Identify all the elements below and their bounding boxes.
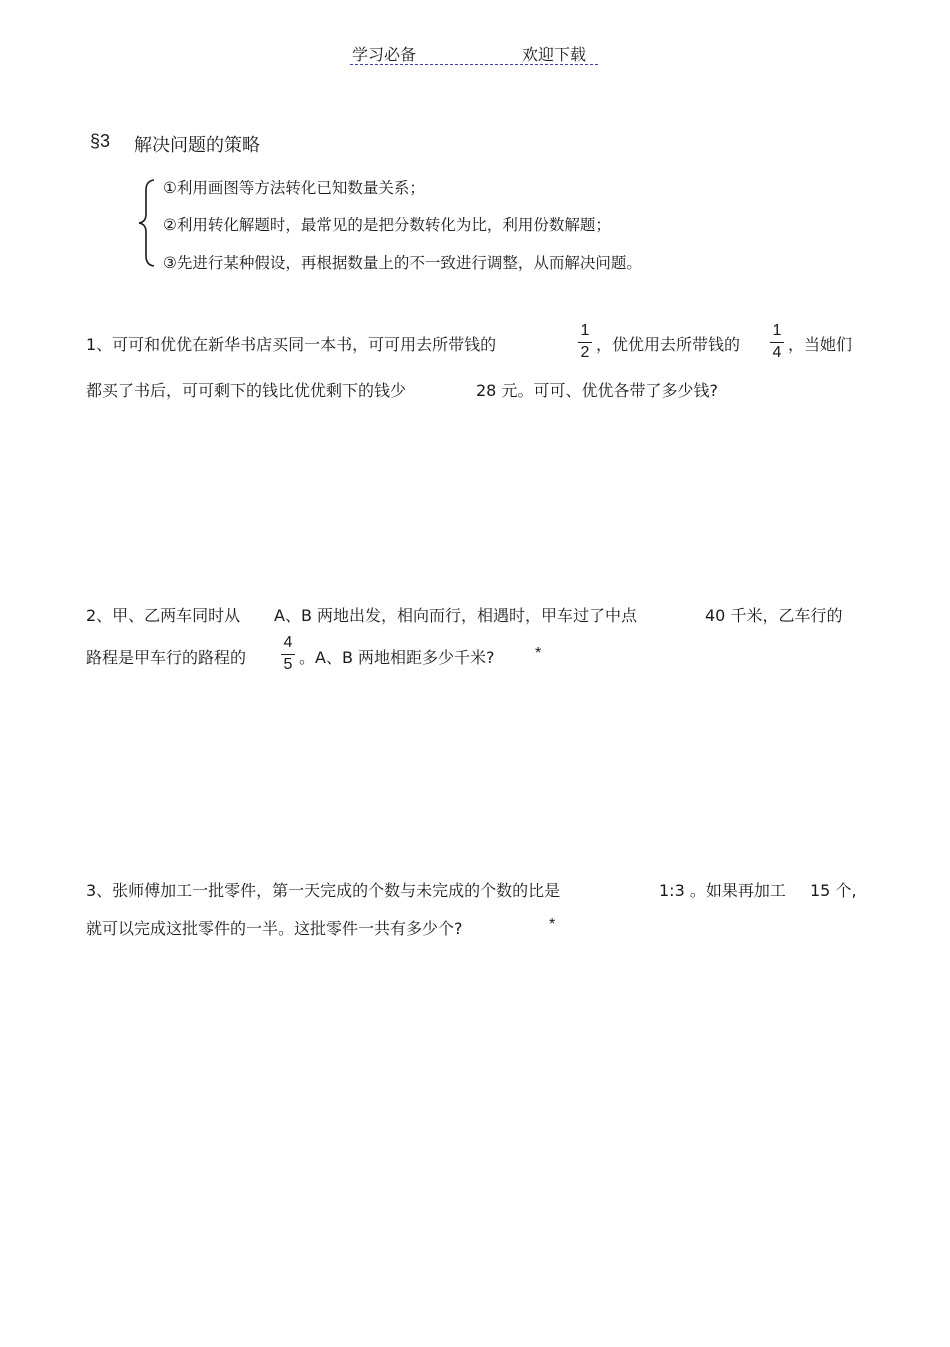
problem-3-star-mark: * [549, 916, 556, 933]
problem-1-line2-a: 都买了书后，可可剩下的钱比优优剩下的钱少 [86, 381, 407, 400]
fraction-numerator: 1 [580, 322, 590, 339]
section-title: 解决问题的策略 [134, 135, 260, 156]
problem-1-fraction-1 [578, 322, 592, 362]
problem-1-fraction-2 [770, 322, 784, 362]
problem-1-line1-b: ，优优用去所带钱的 [596, 335, 741, 354]
problem-1-line1-a: 1、可可和优优在新华书店买同一本书，可可用去所带钱的 [86, 335, 497, 354]
fraction-denominator: 5 [283, 656, 293, 673]
problem-2-line1-b: A、B 两地出发，相向而行，相遇时，甲车过了中点 [274, 606, 638, 625]
strategy-item-3: ③先进行某种假设，再根据数量上的不一致进行调整，从而解决问题。 [163, 254, 642, 272]
fraction-numerator: 1 [772, 322, 782, 339]
strategy-item-2: ②利用转化解题时，最常见的是把分数转化为比，利用份数解题； [163, 216, 611, 234]
problem-2-line1-c: 40 千米，乙车行的 [705, 606, 843, 625]
problem-2-line2-b: 。A、B 两地相距多少千米? [299, 648, 495, 667]
header-dashed-rule [350, 64, 598, 65]
problem-3-line1-a: 3、张师傅加工一批零件，第一天完成的个数与未完成的个数的比是 [86, 881, 561, 900]
strategy-item-1: ①利用画图等方法转化已知数量关系； [163, 179, 425, 197]
fraction-numerator: 4 [283, 634, 293, 651]
problem-2-star-mark: * [535, 645, 542, 662]
problem-1-line1-c: ，当她们 [788, 335, 853, 354]
problem-2-line2-a: 路程是甲车行的路程的 [86, 648, 247, 667]
left-brace-icon [134, 178, 156, 268]
fraction-bar [281, 654, 295, 655]
fraction-denominator: 2 [580, 344, 590, 361]
problem-3-line1-b: 1:3 。如果再加工 [659, 881, 786, 900]
problem-1-line2-b: 28 元。可可、优优各带了多少钱? [476, 381, 718, 400]
header-left-text: 学习必备 [352, 45, 417, 64]
header-right-text: 欢迎下载 [522, 45, 587, 64]
problem-2-fraction [281, 634, 295, 674]
problem-3-line1-c: 15 个, [810, 881, 857, 900]
section-mark: §3 [90, 131, 111, 151]
fraction-bar [578, 342, 592, 343]
fraction-bar [770, 342, 784, 343]
problem-3-line2-a: 就可以完成这批零件的一半。这批零件一共有多少个? [86, 919, 463, 938]
problem-2-line1-a: 2、甲、乙两车同时从 [86, 606, 241, 625]
fraction-denominator: 4 [772, 344, 782, 361]
